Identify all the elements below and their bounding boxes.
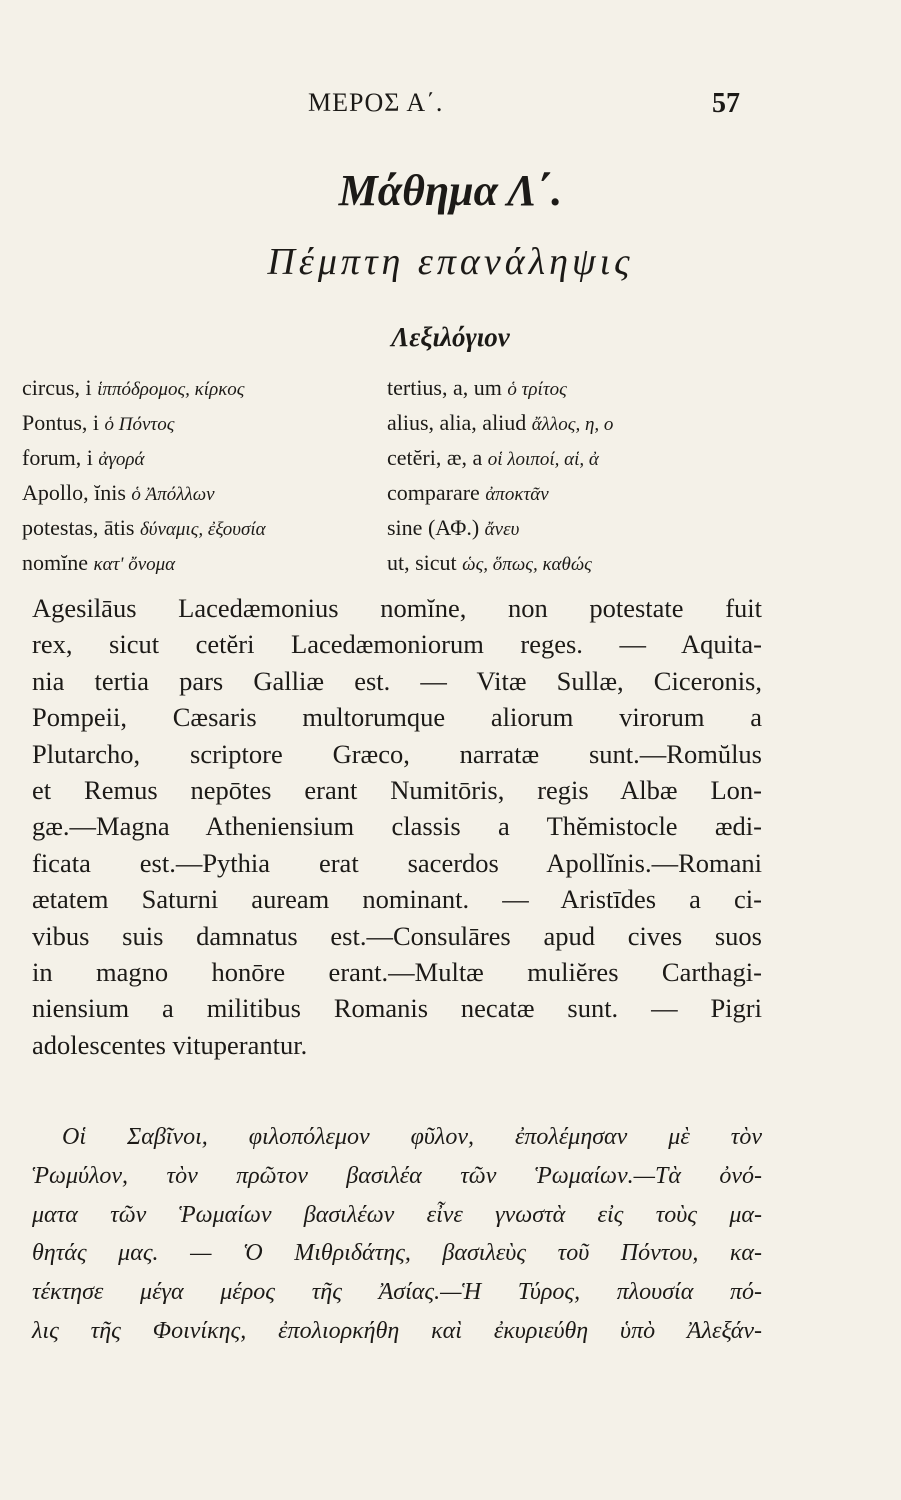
vocabulary-heading: Λεξιλόγιον	[391, 322, 510, 352]
vocab-greek: ἄνευ	[484, 519, 520, 540]
vocab-greek: ἀγορά	[98, 449, 145, 470]
vocab-greek: οἱ λοιποί, αἱ, ἀ	[487, 449, 599, 470]
text-line: niensium a militibus Romanis necatæ sunt. — Pigri	[32, 993, 762, 1024]
vocab-greek: ὡς, ὅπως, καθώς	[462, 554, 592, 575]
vocab-latin: sine (ΑΦ.)	[387, 515, 480, 540]
vocab-latin: potestas, ātis	[22, 515, 135, 540]
text-line: rex, sicut cetĕri Lacedæmoniorum reges. — Aquita-	[32, 629, 762, 660]
vocab-greek: κατ' ὄνομα	[93, 554, 176, 575]
vocab-greek: ἄλλος, η, ο	[531, 414, 614, 435]
text-line: ματα τῶν Ῥωμαίων βασιλέων εἶνε γνωστὰ εἰς τοὺς μα-	[32, 1201, 762, 1228]
text-line: Plutarcho, scriptore Græco, narratæ sunt.—Romŭlus	[32, 738, 762, 769]
vocabulary-table	[22, 375, 782, 585]
page-header	[0, 88, 901, 128]
text-line: ætatem Saturni auream nominant. — Aristīdes a ci-	[32, 884, 762, 915]
text-line: et Remus nepōtes erant Numitōris, regis Albæ Lon-	[32, 774, 762, 805]
vocab-greek: ἱππόδρομος, κίρκος	[97, 379, 245, 400]
running-head: ΜΕΡΟΣ Α΄.	[308, 88, 444, 117]
vocab-greek: ἀποκτᾶν	[485, 484, 549, 505]
vocab-latin: Apollo, ĭnis	[22, 480, 126, 505]
text-line: θητάς μας. — Ὁ Μιθριδάτης, βασιλεὺς τοῦ Πόντου, κα-	[32, 1240, 762, 1267]
vocab-latin: ut, sicut	[387, 550, 457, 575]
vocab-latin: Pontus, i	[22, 410, 100, 435]
vocab-row	[22, 515, 782, 550]
vocab-greek: ὁ τρίτος	[507, 379, 567, 400]
vocab-row	[22, 550, 782, 585]
text-line: Ῥωμύλον, τὸν πρῶτον βασιλέα τῶν Ῥωμαίων.—Τὰ ὀνό-	[32, 1162, 762, 1189]
vocab-row	[22, 375, 782, 410]
text-line: Agesilāus Lacedæmonius nomĭne, non potestate fuit	[32, 593, 762, 623]
text-line: Pompeii, Cæsaris multorumque aliorum virorum a	[32, 702, 762, 733]
lesson-subtitle: Πέμπτη επανάληψις	[267, 241, 634, 283]
latin-exercise	[32, 590, 762, 1063]
text-line: ficata est.—Pythia erat sacerdos Apollĭnis.—Romani	[32, 847, 762, 878]
text-line: λις τῆς Φοινίκης, ἐπολιορκήθη καὶ ἐκυριεύθη ὑπὸ Ἀλεξάν-	[32, 1317, 762, 1344]
text-line: nia tertia pars Galliæ est. — Vitæ Sullæ, Ciceronis,	[32, 665, 762, 696]
vocab-greek: ὁ Ἀπόλλων	[131, 484, 215, 505]
greek-exercise	[32, 1118, 762, 1351]
vocab-latin: cetĕri, æ, a	[387, 445, 483, 470]
vocab-latin: forum, i	[22, 445, 93, 470]
vocab-row	[22, 445, 782, 480]
text-line: τέκτησε μέγα μέρος τῆς Ἀσίας.—Ἡ Τύρος, πλουσία πό-	[32, 1279, 762, 1306]
text-line: adolescentes vituperantur.	[32, 1029, 308, 1060]
text-line: Οἱ Σαβῖνοι, φιλοπόλεμον φῦλον, ἐπολέμησαν μὲ τὸν	[62, 1124, 762, 1150]
vocab-latin: comparare	[387, 480, 480, 505]
vocab-latin: tertius, a, um	[387, 375, 502, 400]
vocab-row	[22, 410, 782, 445]
text-line: gæ.—Magna Atheniensium classis a Thĕmistocle ædi-	[32, 811, 762, 842]
vocab-latin: circus, i	[22, 375, 92, 400]
vocab-latin: alius, alia, aliud	[387, 410, 527, 435]
lesson-title: Μάθημα Λ΄.	[338, 166, 563, 215]
page-number: 57	[712, 88, 740, 119]
vocab-greek: δύναμις, ἐξουσία	[139, 519, 266, 540]
vocab-latin: nomĭne	[22, 550, 88, 575]
vocab-greek: ὁ Πόντος	[104, 414, 175, 435]
text-line: vibus suis damnatus est.—Consulāres apud cives suos	[32, 920, 762, 951]
text-line: in magno honōre erant.—Multæ muliĕres Carthagi-	[32, 956, 762, 987]
vocab-row	[22, 480, 782, 515]
